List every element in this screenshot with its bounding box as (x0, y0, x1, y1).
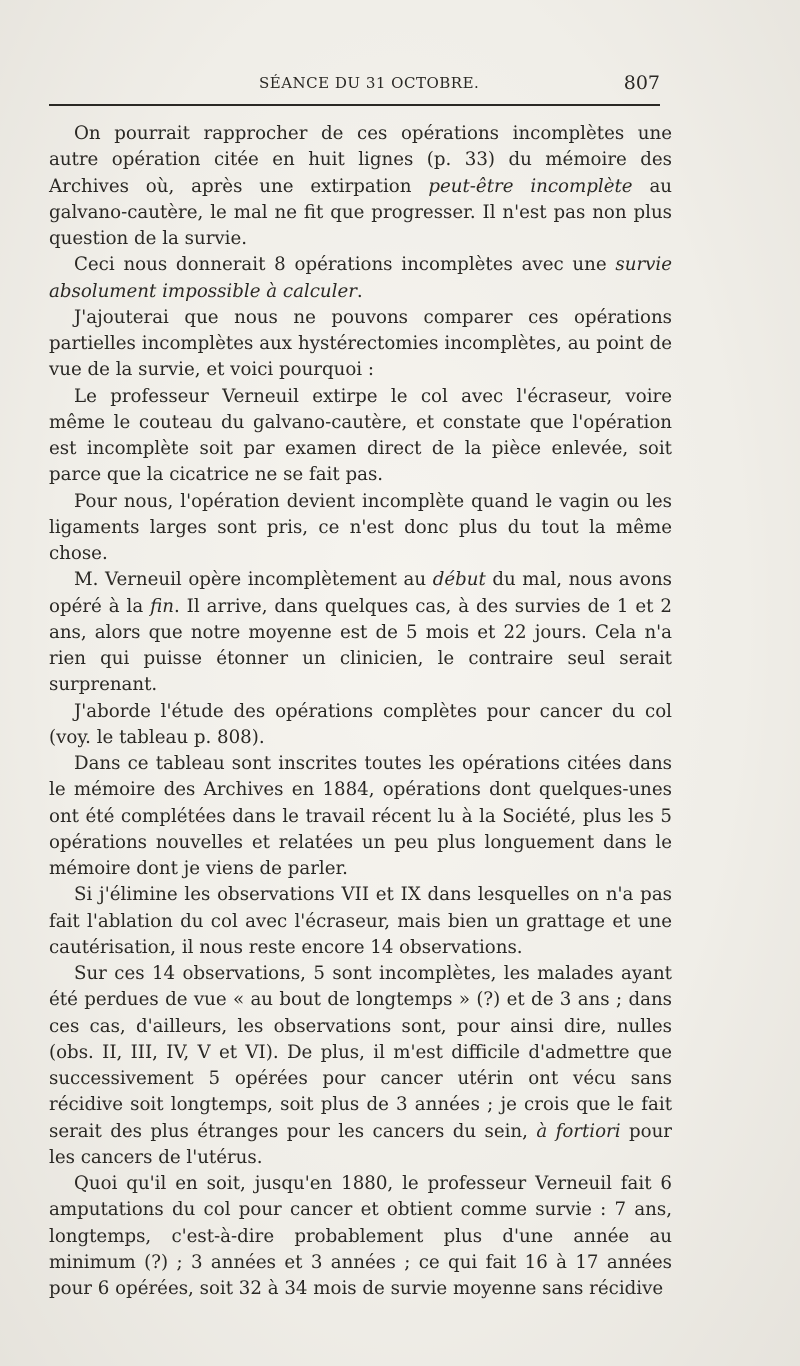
page-header (49, 72, 660, 102)
paragraph: Sur ces 14 observations, 5 sont incomplètes, les malades ayant été perdues de vue « au bout de longtemps » (?) et de 3 ans ; dans ces cas, d'ailleurs, les observations sont, pour ainsi dire, nulles (obs. II, III, IV, V et VI). De plus, il m'est difficile d'admettre que successivement 5 opérées pour cancer utérin ont vécu sans récidive soit longtemps, soit plus de 3 années ; je crois que le fait serait des plus étranges pour les cancers du sein, à fortiori pour les cancers de l'utérus. (49, 963, 672, 1168)
paragraph: M. Verneuil opère incomplètement au début du mal, nous avons opéré à la fin. Il arrive, dans quelques cas, à des survies de 1 et 2 ans, alors que notre moyenne est de 5 mois et 22 jours. Cela n'a rien qui puisse étonner un clinicien, le contraire seul serait surprenant. (49, 569, 672, 696)
paragraph: Le professeur Verneuil extirpe le col avec l'écraseur, voire même le couteau du galvano-cautère, et constate que l'opération est incomplète soit par examen direct de la pièce enlevée, soit parce que la cicatrice ne se fait pas. (49, 385, 672, 486)
italic-phrase: fin (150, 595, 174, 617)
italic-phrase: début (432, 569, 486, 591)
paragraph: Ceci nous donnerait 8 opérations incomplètes avec une survie absolument impossible à calculer. (49, 254, 672, 302)
italic-phrase: à fortiori (536, 1120, 621, 1142)
paragraph: J'ajouterai que nous ne pouvons comparer ces opérations partielles incomplètes aux hystérectomies incomplètes, au point de vue de la survie, et voici pourquoi : (49, 306, 672, 381)
paragraph: Pour nous, l'opération devient incomplète quand le vagin ou les ligaments larges sont pris, ce n'est donc plus du tout la même chose. (49, 490, 672, 564)
italic-phrase: survie absolument impossible à calculer (49, 254, 672, 302)
body-text (49, 121, 672, 1302)
paragraph: Dans ce tableau sont inscrites toutes les opérations citées dans le mémoire des Archives en 1884, opérations dont quelques-unes ont été complétées dans le travail récent lu à la Société, plus les 5 opérations nouvelles et relatées un peu plus longuement dans le mémoire dont je viens de parler. (49, 753, 672, 879)
page-number: 807 (623, 72, 660, 94)
paragraph: Quoi qu'il en soit, jusqu'en 1880, le professeur Verneuil fait 6 amputations du col pour cancer et obtient comme survie : 7 ans, longtemps, c'est-à-dire probablement plus d'une année au minimum (?) ; 3 années et 3 années ; ce qui fait 16 à 17 années pour 6 opérées, soit 32 à 34 mois de survie moyenne sans récidive (49, 1173, 672, 1299)
italic-phrase: peut-être incomplète (428, 175, 633, 197)
paragraph: On pourrait rapprocher de ces opérations incomplètes une autre opération citée en huit lignes (p. 33) du mémoire des Archives où, après une extirpation peut-être incomplète au galvano-cautère, le mal ne fit que progresser. Il n'est pas non plus question de la survie. (49, 123, 673, 249)
running-title: SÉANCE DU 31 OCTOBRE. (259, 74, 480, 92)
header-rule (49, 104, 660, 106)
paragraph: J'aborde l'étude des opérations complètes pour cancer du col (voy. le tableau p. 808). (49, 700, 672, 748)
paragraph: Si j'élimine les observations VII et IX dans lesquelles on n'a pas fait l'ablation du col avec l'écraseur, mais bien un grattage et une cautérisation, il nous reste encore 14 observations. (49, 884, 672, 958)
